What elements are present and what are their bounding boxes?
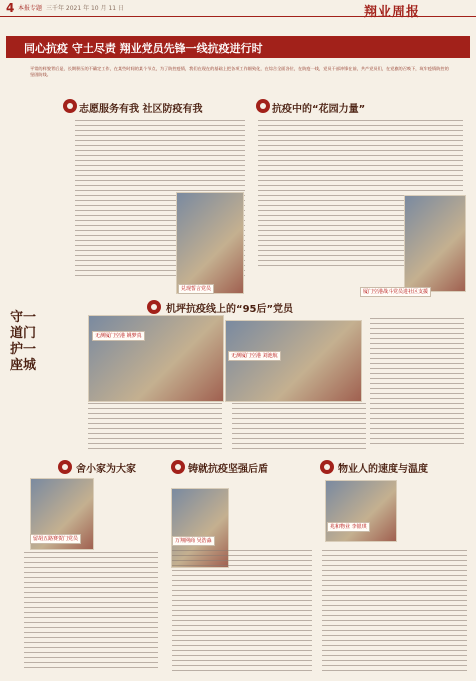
article-body-4 [24, 552, 158, 672]
section-marker-icon [256, 99, 270, 113]
page-number: 4 [6, 1, 15, 15]
article-photo-1 [176, 192, 244, 294]
issue-date: 三千年 2021 年 10 月 11 日 [46, 5, 124, 12]
article-title-3: 机坪抗疫线上的“95后”党员 [166, 304, 294, 315]
photo-caption-5: 万翔网商 吴浩淼 [172, 536, 215, 546]
article-title-5: 铸就抗疫坚强后盾 [188, 464, 268, 475]
section-marker-icon [58, 460, 72, 474]
section-marker-icon [147, 300, 161, 314]
section-label: 本报专题 [18, 5, 43, 12]
photo-caption-4: 留胡五路赛贺门党员 [30, 534, 81, 544]
photo-caption-3b: 无测厦门空港 刘池航 [228, 351, 281, 361]
section-marker-icon [171, 460, 185, 474]
masthead: 翔业周报 [363, 5, 420, 20]
photo-caption-3a: 无测厦门空港 姚梦真 [92, 331, 145, 341]
headline-text: 同心抗疫 守土尽责 翔业党员先锋一线抗疫进行时 [24, 42, 263, 55]
article-body-3a [88, 403, 222, 453]
headline-banner [6, 36, 470, 58]
article-body-3c [370, 318, 464, 448]
header-bar [0, 0, 476, 20]
article-photo-6 [325, 480, 397, 542]
side-title: 守一道门 护一座城 [10, 310, 37, 373]
article-photo-3b [225, 320, 362, 402]
article-photo-2 [404, 195, 466, 292]
photo-caption-1: 兑现誓言党员 [178, 284, 214, 294]
photo-caption-6: 兆和物业 李银琪 [327, 522, 370, 532]
section-marker-icon [320, 460, 334, 474]
section-marker-icon [63, 99, 77, 113]
article-title-2: 抗疫中的“花园力量” [272, 104, 366, 115]
article-photo-3a [88, 315, 224, 402]
article-title-4: 舍小家为大家 [76, 464, 136, 475]
article-body-3b [232, 403, 366, 453]
article-title-6: 物业人的速度与温度 [338, 464, 428, 475]
article-body-5 [172, 550, 312, 672]
photo-caption-2: 厦门空港战斗党员进社区支援 [360, 287, 431, 297]
article-title-1: 志愿服务有我 社区防疫有我 [79, 104, 203, 115]
article-body-6 [322, 550, 467, 672]
intro-paragraph: 平常的样貌背后是，长期积压的不确定工作，在某些时间的某个节点，为了防控疫情，我们在现在的基础上把各项工作细致化，在综合全面各位，在防疫一线，党员干部冲锋在前，共产党员们，在党旗的召唤下，筑牢疫情防控的坚固防线。 [30, 66, 449, 77]
